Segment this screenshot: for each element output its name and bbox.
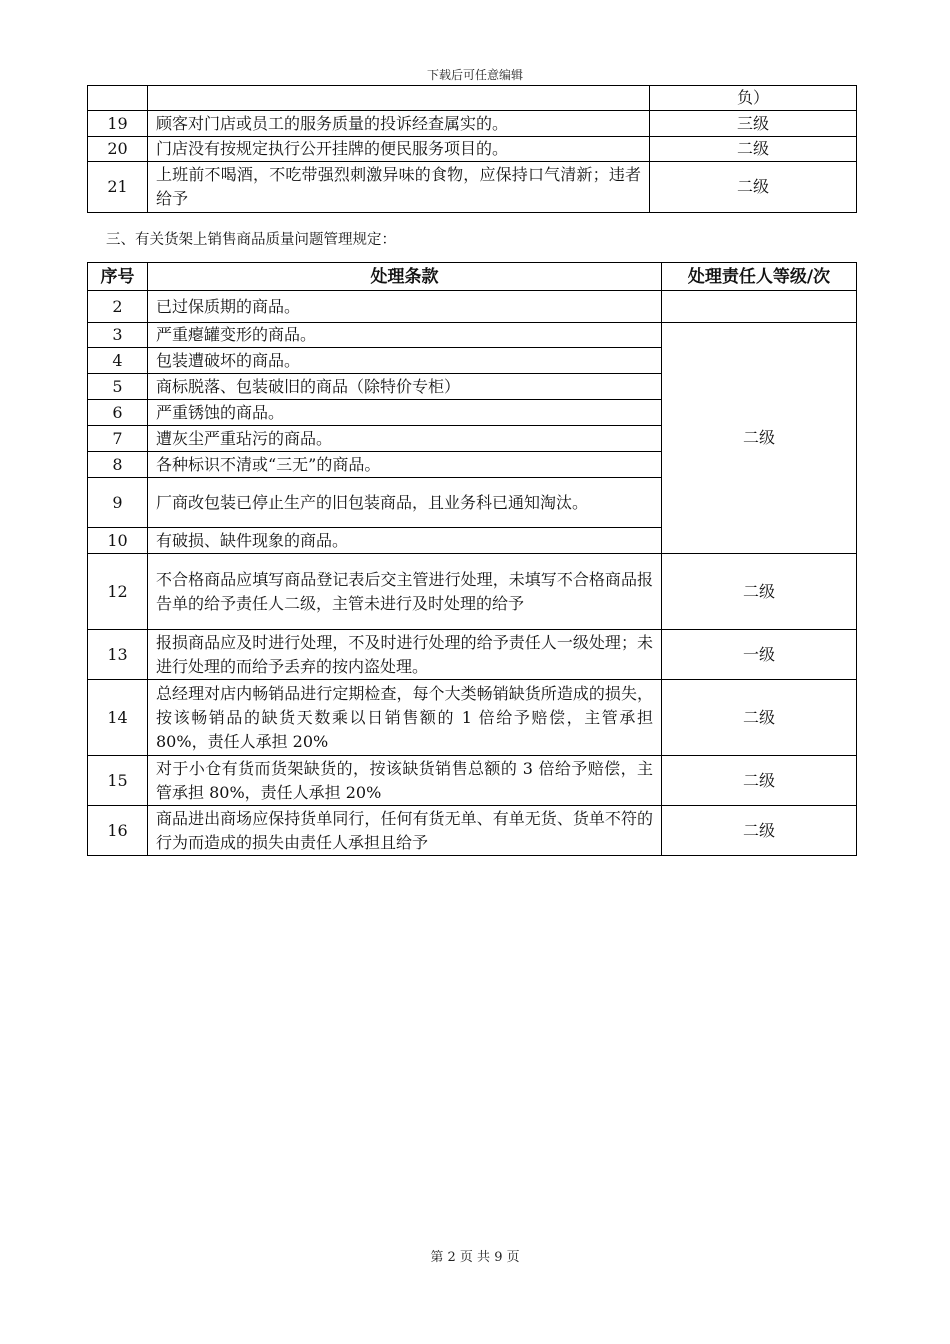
row-number: 7 bbox=[88, 426, 148, 452]
row-number: 6 bbox=[88, 400, 148, 426]
row-number: 12 bbox=[88, 554, 148, 630]
row-number: 2 bbox=[88, 291, 148, 323]
row-number: 8 bbox=[88, 452, 148, 478]
rule-text: 已过保质期的商品。 bbox=[148, 291, 662, 323]
rule-text bbox=[148, 86, 650, 111]
row-number bbox=[88, 86, 148, 111]
column-header-number: 序号 bbox=[88, 263, 148, 291]
table-row bbox=[88, 111, 857, 137]
rule-text: 上班前不喝酒，不吃带强烈刺激异味的食物，应保持口气清新；违者给予 bbox=[148, 162, 650, 213]
table-row bbox=[88, 806, 857, 856]
table-row bbox=[88, 680, 857, 756]
rule-text: 严重瘪罐变形的商品。 bbox=[148, 323, 662, 348]
rule-text: 厂商改包装已停止生产的旧包装商品，且业务科已通知淘汰。 bbox=[148, 478, 662, 528]
rule-text: 对于小仓有货而货架缺货的，按该缺货销售总额的 3 倍给予赔偿，主管承担 80%，责任人承担 20% bbox=[148, 756, 662, 806]
rule-text: 不合格商品应填写商品登记表后交主管进行处理，未填写不合格商品报告单的给予责任人二级，主管未进行及时处理的给予 bbox=[148, 554, 662, 630]
row-number: 3 bbox=[88, 323, 148, 348]
rules-table-continued bbox=[87, 85, 857, 213]
table-row bbox=[88, 291, 857, 323]
rule-text: 有破损、缺件现象的商品。 bbox=[148, 528, 662, 554]
penalty-level: 三级 bbox=[650, 111, 857, 137]
row-number: 19 bbox=[88, 111, 148, 137]
rule-text: 严重锈蚀的商品。 bbox=[148, 400, 662, 426]
table-row bbox=[88, 554, 857, 630]
row-number: 20 bbox=[88, 137, 148, 162]
penalty-level: 负） bbox=[650, 86, 857, 111]
penalty-level: 二级 bbox=[662, 756, 857, 806]
row-number: 16 bbox=[88, 806, 148, 856]
penalty-level-merged: 二级 bbox=[662, 323, 857, 554]
row-number: 13 bbox=[88, 630, 148, 680]
row-number: 10 bbox=[88, 528, 148, 554]
page-header: 下载后可任意编辑 bbox=[426, 68, 523, 82]
penalty-level: 一级 bbox=[662, 630, 857, 680]
column-header-level: 处理责任人等级/次 bbox=[662, 263, 857, 291]
table-row bbox=[88, 86, 857, 111]
table-row bbox=[88, 162, 857, 213]
penalty-level: 二级 bbox=[662, 554, 857, 630]
rule-text: 包装遭破坏的商品。 bbox=[148, 348, 662, 374]
table-header-row bbox=[88, 263, 857, 291]
row-number: 21 bbox=[88, 162, 148, 213]
column-header-clause: 处理条款 bbox=[148, 263, 662, 291]
row-number: 5 bbox=[88, 374, 148, 400]
row-number: 14 bbox=[88, 680, 148, 756]
penalty-level: 二级 bbox=[662, 806, 857, 856]
row-number: 4 bbox=[88, 348, 148, 374]
rule-text: 顾客对门店或员工的服务质量的投诉经查属实的。 bbox=[148, 111, 650, 137]
table-row bbox=[88, 630, 857, 680]
rule-text: 总经理对店内畅销品进行定期检查，每个大类畅销缺货所造成的损失，按该畅销品的缺货天数乘以日销售额的 1 倍给予赔偿，主管承担 80%，责任人承担 20% bbox=[148, 680, 662, 756]
row-number: 15 bbox=[88, 756, 148, 806]
page-footer: 第 2 页 共 9 页 bbox=[430, 1250, 520, 1265]
penalty-level bbox=[662, 291, 857, 323]
rule-text: 各种标识不清或“三无”的商品。 bbox=[148, 452, 662, 478]
rule-text: 门店没有按规定执行公开挂牌的便民服务项目的。 bbox=[148, 137, 650, 162]
table-row bbox=[88, 756, 857, 806]
table-row bbox=[88, 137, 857, 162]
penalty-level: 二级 bbox=[662, 680, 857, 756]
table-row bbox=[88, 323, 857, 348]
row-number: 9 bbox=[88, 478, 148, 528]
rule-text: 商标脱落、包装破旧的商品（除特价专柜） bbox=[148, 374, 662, 400]
penalty-level: 二级 bbox=[650, 137, 857, 162]
penalty-level: 二级 bbox=[650, 162, 857, 213]
rule-text: 遭灰尘严重玷污的商品。 bbox=[148, 426, 662, 452]
rule-text: 商品进出商场应保持货单同行，任何有货无单、有单无货、货单不符的行为而造成的损失由责任人承担且给予 bbox=[148, 806, 662, 856]
section-title: 三、有关货架上销售商品质量问题管理规定： bbox=[106, 232, 396, 248]
rule-text: 报损商品应及时进行处理，不及时进行处理的给予责任人一级处理；未进行处理的而给予丢弃的按内盗处理。 bbox=[148, 630, 662, 680]
shelf-quality-rules-table bbox=[87, 262, 857, 856]
